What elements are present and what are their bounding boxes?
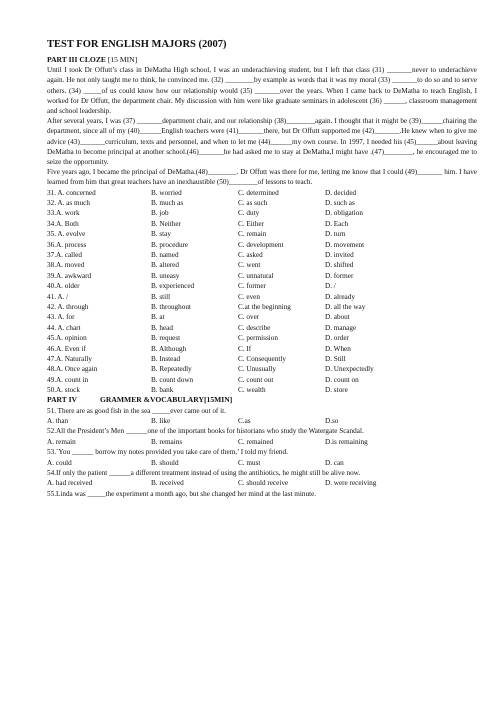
cloze-option-row xyxy=(47,188,477,198)
cloze-option-row xyxy=(47,229,477,239)
option-choice: 48.A. Once again xyxy=(47,365,98,374)
option-choice: D. decided xyxy=(325,188,357,197)
option-choice: B. head xyxy=(151,323,173,332)
option-choice: 44. A. chart xyxy=(47,323,81,332)
option-choice: B. uneasy xyxy=(151,271,180,280)
option-choice: 32. A. as much xyxy=(47,199,90,208)
option-choice: D. Unexpectedly xyxy=(325,365,374,374)
cloze-option-row xyxy=(47,198,477,208)
option-choice: 45.A. opinion xyxy=(47,334,87,343)
option-choice: C.as xyxy=(238,417,251,426)
option-choice: 39.A. awkward xyxy=(47,271,92,280)
question-stem: 51. There are as good fish in the sea _____ever came out of it. xyxy=(47,406,226,415)
question-stem: 53.`You ______ borrow my notes provided you take care of them,’ I told my friend. xyxy=(47,448,288,457)
option-choice: 46.A. Even if xyxy=(47,344,86,353)
option-choice: C. wealth xyxy=(238,386,266,395)
option-choice: C. remained xyxy=(238,437,274,446)
cloze-option-row xyxy=(47,312,477,322)
option-choice: D. Each xyxy=(325,219,349,228)
cloze-option-row xyxy=(47,208,477,218)
option-choice: B. remains xyxy=(151,437,183,446)
option-choice: C. remain xyxy=(238,230,267,239)
option-choice: B. like xyxy=(151,417,171,426)
cloze-option-row xyxy=(47,219,477,229)
option-choice: C. should receive xyxy=(238,479,289,488)
part4-time: [15MIN] xyxy=(204,395,233,405)
option-choice: D. / xyxy=(325,282,336,291)
option-choice: D. count on xyxy=(325,375,359,384)
option-choice: 33.A. work xyxy=(47,209,80,218)
cloze-option-row xyxy=(47,271,477,281)
option-choice: B. Repeatedly xyxy=(151,365,192,374)
option-choice: B. should xyxy=(151,458,179,467)
option-choice: 50.A. stock xyxy=(47,386,80,395)
cloze-paragraph-1: Until I took Dr Offutt’s class in DeMatha High school, I was an underachieving student, but I left that class (31) _______never to underachieve again. He not only taught me to think, he convinced me. (32) ________by example as words that it was my moral (33) _______to do so and to serve others. (34) _____of us could know how our relationship would (35) _______over the years. When I came back to DeMatha to teach English, I worked for Dr Offutt, the department chair. My discussion with him were like graduate seminars in adolescent (36) ______, classroom management and school leadership. xyxy=(47,66,477,116)
option-choice: B. named xyxy=(151,250,179,259)
cloze-option-row xyxy=(47,333,477,343)
cloze-option-row xyxy=(47,281,477,291)
cloze-option-row xyxy=(47,250,477,260)
option-choice: C. over xyxy=(238,313,260,322)
option-choice: C. If xyxy=(238,344,252,353)
cloze-option-row xyxy=(47,385,477,395)
cloze-option-row xyxy=(47,302,477,312)
option-choice: C. even xyxy=(238,292,260,301)
question-options-row xyxy=(47,458,477,468)
option-choice: B. procedure xyxy=(151,240,189,249)
option-choice: B. Neither xyxy=(151,219,181,228)
question-stem: 54.If only the patient ______a different treatment instead of using the antibiotics, he might still be alive now. xyxy=(47,469,361,477)
option-choice: D. obligation xyxy=(325,209,363,218)
option-choice: B. altered xyxy=(151,261,179,270)
option-choice: A. than xyxy=(47,417,69,426)
option-choice: C. unnatural xyxy=(238,271,274,280)
option-choice: C. went xyxy=(238,261,261,270)
option-choice: C. duty xyxy=(238,209,260,218)
option-choice: B. experienced xyxy=(151,282,195,291)
option-choice: C. former xyxy=(238,282,266,291)
cloze-option-row xyxy=(47,354,477,364)
part3-heading xyxy=(47,55,477,65)
option-choice: B. much as xyxy=(151,199,184,208)
option-choice: B. request xyxy=(151,334,181,343)
option-choice: 38.A. moved xyxy=(47,261,85,270)
option-choice: D. movement xyxy=(325,240,365,249)
option-choice: B. job xyxy=(151,209,169,218)
cloze-option-row xyxy=(47,260,477,270)
option-choice: C. describe xyxy=(238,323,271,332)
cloze-option-row xyxy=(47,292,477,302)
part3-heading-text: PART III CLOZE xyxy=(47,55,106,64)
option-choice: 43. A. for xyxy=(47,313,75,322)
option-choice: 40.A. older xyxy=(47,282,80,291)
part4-heading-text: GRAMMER &VOCABULARY xyxy=(100,395,204,405)
question-options-row xyxy=(47,416,477,426)
option-choice: D. already xyxy=(325,292,355,301)
option-choice: B. bank xyxy=(151,386,174,395)
option-choice: D.is remaining xyxy=(325,437,368,446)
question-options-row xyxy=(47,437,477,447)
option-choice: D.so xyxy=(325,417,339,426)
option-choice: 42. A. through xyxy=(47,302,89,311)
option-choice: D. order xyxy=(325,334,349,343)
option-choice: D. were receiving xyxy=(325,479,377,488)
option-choice: C. permission xyxy=(238,334,278,343)
option-choice: 49.A. count in xyxy=(47,375,89,384)
option-choice: B. at xyxy=(151,313,165,322)
cloze-paragraph-3: Five years ago, I became the principal of DeMatha.(48)________. Dr Offutt was there for me, letting me know that I could (49)_______ him. I have learned from him that great teachers have an inexhaustible (50)________of lessons to teach. xyxy=(47,168,477,187)
option-choice: 37.A. called xyxy=(47,250,82,259)
option-choice: B. worried xyxy=(151,188,182,197)
option-choice: D. Still xyxy=(325,354,346,363)
option-choice: 41. A. / xyxy=(47,292,69,301)
option-choice: D. invited xyxy=(325,250,354,259)
option-choice: C. determined xyxy=(238,188,279,197)
option-choice: B. Instead xyxy=(151,354,181,363)
option-choice: D. such as xyxy=(325,199,355,208)
cloze-option-row xyxy=(47,375,477,385)
question-options-row xyxy=(47,478,477,488)
cloze-option-row xyxy=(47,240,477,250)
option-choice: C. asked xyxy=(238,250,263,259)
option-choice: D. all the way xyxy=(325,302,366,311)
document-page xyxy=(47,38,477,499)
option-choice: D. can xyxy=(325,458,344,467)
option-choice: A. had received xyxy=(47,479,93,488)
cloze-options-list xyxy=(47,188,477,396)
option-choice: 47.A. Naturally xyxy=(47,354,92,363)
option-choice: B. received xyxy=(151,479,184,488)
part4-heading xyxy=(47,395,477,405)
option-choice: C. count out xyxy=(238,375,274,384)
option-choice: A. could xyxy=(47,458,72,467)
grammar-questions-list xyxy=(47,406,477,500)
option-choice: D. former xyxy=(325,271,354,280)
cloze-option-row xyxy=(47,364,477,374)
option-choice: A. remain xyxy=(47,437,76,446)
option-choice: C. as such xyxy=(238,199,268,208)
question-stem: 55.Linda was _____the experiment a month ago, but she changed her mind at the last minute. xyxy=(47,489,317,498)
option-choice: C. Consequently xyxy=(238,354,286,363)
option-choice: 34.A. Both xyxy=(47,219,79,228)
option-choice: 35. A. evolve xyxy=(47,230,86,239)
option-choice: 36.A. process xyxy=(47,240,87,249)
option-choice: B. Although xyxy=(151,344,187,353)
option-choice: B. still xyxy=(151,292,171,301)
option-choice: D. store xyxy=(325,386,348,395)
part3-time: [15 MIN] xyxy=(107,55,138,64)
cloze-paragraph-2: After several years, I was (37) _______department chair, and our relationship (38)________again. I thought that it might be (39)______chairing the department, since all of my (40)______English teachers were (41)_______there, but Dr Offutt supported me (42)_______.He knew when to give me advice (43)_______curriculum, texts and personnel, and when to let me (44)______my own course. In 1997, I needed his (45)______about leaving DeMatha to become principal at another school.(46)_______he had asked me to stay at DeMatha,I might have .(47)________, he encouraged me to seize the opportunity. xyxy=(47,117,477,167)
option-choice: D. turn xyxy=(325,230,346,239)
option-choice: D. When xyxy=(325,344,351,353)
option-choice: C.at the beginning xyxy=(238,302,291,311)
question-stem: 52.All the President’s Men ______one of the important books for historians who study the Watergate Scandal. xyxy=(47,427,364,436)
option-choice: D. about xyxy=(325,313,350,322)
option-choice: C. must xyxy=(238,458,261,467)
option-choice: C. development xyxy=(238,240,284,249)
option-choice: B. count down xyxy=(151,375,194,384)
option-choice: D. manage xyxy=(325,323,357,332)
part4-label: PART IV xyxy=(47,395,78,405)
option-choice: D. shifted xyxy=(325,261,354,270)
option-choice: B. throughout xyxy=(151,302,191,311)
option-choice: C. Unusually xyxy=(238,365,276,374)
option-choice: B. stay xyxy=(151,230,171,239)
cloze-option-row xyxy=(47,323,477,333)
document-title: TEST FOR ENGLISH MAJORS (2007) xyxy=(47,39,227,50)
option-choice: 31. A. concerned xyxy=(47,188,96,197)
cloze-option-row xyxy=(47,344,477,354)
option-choice: C. Either xyxy=(238,219,264,228)
